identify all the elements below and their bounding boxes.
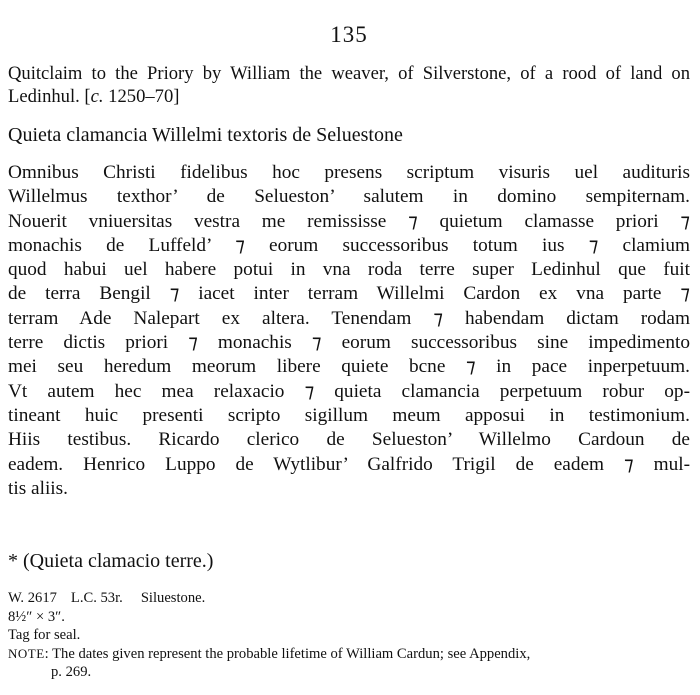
charter-line: tineant huic presenti scripto sigillum meum apposui in testimonium. (8, 404, 690, 426)
endorsement: * (Quieta clamacio terre.) (8, 550, 214, 572)
charter-line: monachis de Luffeld’ ⁊ eorum successoribus totum ius ⁊ clamium (8, 234, 690, 256)
charter-line: tis aliis. (8, 477, 68, 499)
charter-line: mei seu heredum meorum libere quiete bcne ⁊ in pace inperpetuum. (8, 356, 690, 378)
ref-place: Siluestone. (140, 590, 206, 606)
charter-line: Hiis testibus. Ricardo clerico de Selueston’ Willelmo Cardoun de (8, 429, 690, 451)
ref-lc: L.C. 53r. (70, 590, 123, 606)
charter-line: eadem. Henrico Luppo de Wytlibur’ Galfrido Trigil de eadem ⁊ mul- (8, 453, 690, 475)
summary-date-rest: 1250–70] (103, 86, 180, 107)
charter-line: quod habui uel habere potui in vna roda terre super Ledinhul que fuit (8, 259, 690, 281)
note-row (8, 645, 690, 664)
charter-line: de terra Bengil ⁊ iacet inter terram Willelmi Cardon ex vna parte ⁊ (8, 283, 690, 305)
reference-row (8, 589, 690, 608)
note-label: NOTE (8, 645, 45, 661)
page-number: 135 (330, 22, 368, 47)
note-continuation: p. 269. (51, 664, 92, 680)
charter-line: Vt autem hec mea relaxacio ⁊ quieta clamancia perpetuum robur op- (8, 380, 690, 402)
seal-note: Tag for seal. (8, 627, 81, 643)
dimensions: 8½″ × 3″. (8, 608, 65, 625)
apparatus-notes (8, 589, 690, 682)
charter-line: terram Ade Nalepart ex altera. Tenendam ⁊ habendam dictam rodam (8, 307, 690, 329)
charter-line: terre dictis priori ⁊ monachis ⁊ eorum successoribus sine impedimento (8, 332, 690, 354)
charter-summary (8, 62, 690, 108)
charter-line: Nouerit vniuersitas vestra me remississe ⁊ quietum clamasse priori ⁊ (8, 210, 690, 232)
charter-line: Omnibus Christi fidelibus hoc presens scriptum visuris uel audituris (8, 162, 690, 183)
ref-number: W. 2617 (8, 590, 57, 606)
summary-date-prefix: c. (90, 86, 104, 107)
charter-line: Willelmus texthor’ de Selueston’ salutem in domino sempiternam. (8, 186, 690, 208)
charter-heading: Quieta clamancia Willelmi textoris de Seluestone (8, 124, 403, 146)
charter-text (8, 161, 690, 501)
summary-text: Quitclaim to the Priory by William the weaver, of Silverstone, of a rood of land on Ledinhul. [ (8, 63, 690, 107)
note-text: : The dates given represent the probable lifetime of William Cardun; see Appendix, (44, 645, 531, 662)
